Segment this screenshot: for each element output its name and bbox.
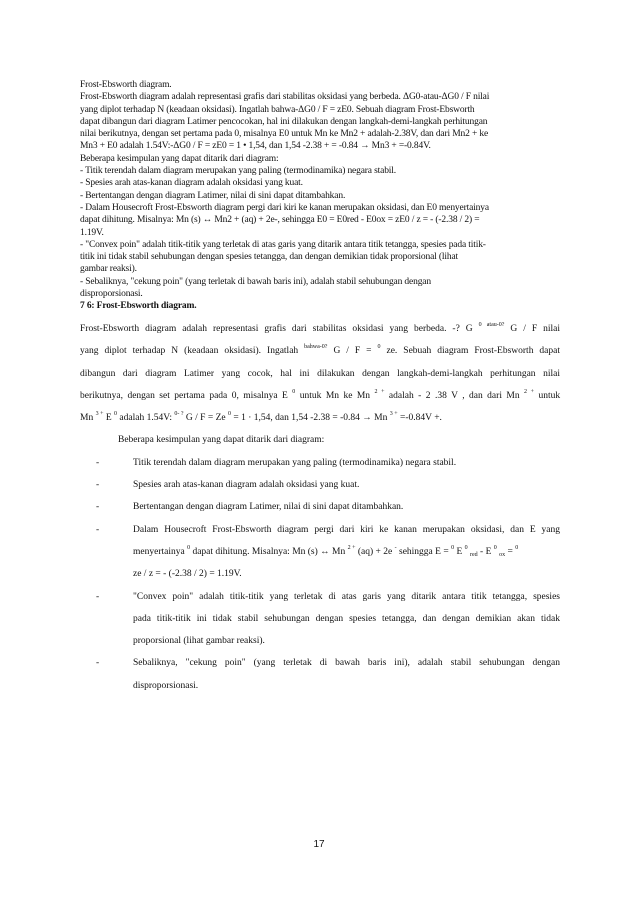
bullet-dash: - [96,502,100,513]
text-span: Frost-Ebsworth diagram adalah representasi grafis dari stabilitas oksidasi yang berbeda. -? G [80,324,473,334]
page-number: 17 [313,839,325,850]
text-line: - "Convex poin" adalah titik-titik yang terletak di atas garis yang ditarik antara titik tetangga, spesies pada titik- [80,239,486,250]
text-line: Mn3 + E0 adalah 1.54V:-ΔG0 / F = zE0 = 1 • 1,54, dan 1,54 -2.38 + = -0.84 → Mn3 + =-0.84V. [80,141,431,152]
formatted-section [80,318,560,697]
superscript: 2 + [374,388,385,395]
bullet-dash: - [96,480,100,491]
text-line: Beberapa kesimpulan yang dapat ditarik dari diagram: [80,153,279,164]
text-span: - E [480,546,492,557]
superscript: bahwa-0? [304,344,328,351]
list-item [80,519,560,541]
text-line: yang diplot terhadap N (keadaan oksidasi). Ingatlah bahwa-ΔG0 / F = zE0. Sebuah diagram Frost-Ebsworth [80,104,475,115]
text-span: dapat dihitung. Misalnya: Mn (s) ↔ Mn [192,546,346,557]
text-span: G / F nilai [510,324,561,334]
paragraph-line [80,407,560,429]
text-line: titik ini tidak stabil sehubungan dengan spesies tetangga, dan dengan demikian tidak proporsional (lihat [80,252,459,263]
list-item-text: Dalam Housecroft Frost-Ebsworth diagram pergi dari kiri ke kanan merupakan oksidasi, dan E yang [133,524,560,535]
text-span: G / F = [333,346,372,357]
text-span: Mn [80,413,94,424]
list-item [80,652,560,674]
list-item [80,496,560,518]
text-line: - Bertentangan dengan diagram Latimer, nilai di sini dapat ditambahkan. [80,190,346,201]
text-span: = [507,546,513,557]
superscript: 0 [114,411,118,418]
text-span: = 1 · 1,54, dan 1,54 -2.38 = -0.84 → Mn [233,413,388,424]
superscript: 0- ? [174,411,184,418]
paragraph-line: dibangun dari diagram Latimer yang cocok, hal ini dilakukan dengan langkah-demi-langkah perhitungan nilai [80,368,560,379]
text-line: dapat dibangun dari diagram Latimer pencocokan, hal ini dilakukan dengan langkah-demi-langkah perhitungan [80,116,488,127]
text-span: adalah - 2 .38 V , dan dari Mn [388,390,520,401]
list-item-text: "Convex poin" adalah titik-titik yang terletak di atas garis yang ditarik antara titik tetangga, spesies [133,591,560,602]
text-line: Frost-Ebsworth diagram. [80,80,172,90]
superscript: 0 [187,544,191,551]
text-span: G / F = Ze [185,413,226,424]
superscript: 0 [227,411,231,418]
paragraph-line [80,340,560,362]
text-span: berikutnya, dengan set pertama pada 0, misalnya E [80,390,288,401]
superscript: 3 + [95,411,104,418]
superscript: 0 [451,544,455,551]
text-span: untuk [538,390,561,401]
text-span: menyertainya [133,546,185,557]
ocr-text-block [80,79,560,313]
superscript: 0 atau-0? [478,322,505,328]
list-item [80,452,560,474]
superscript: 0 [515,544,519,551]
text-span: E [456,546,463,557]
section-heading: 7 6: Frost-Ebsworth diagram. [80,301,197,312]
bullet-dash: - [96,591,100,602]
list-item-text: Sebaliknya, "cekung poin" (yang terletak di bawah baris ini), adalah stabil sehubungan dengan [133,658,560,669]
text-line: nilai berikutnya, dengan set pertama pada 0, misalnya E0 untuk Mn ke Mn2 + adalah-2.38V, dan dari Mn2 + ke [80,129,489,140]
text-line: - Titik terendah dalam diagram merupakan yang paling (termodinamika) negara stabil. [80,166,396,177]
text-line: - Spesies arah atas-kanan diagram adalah oksidasi yang kuat. [80,178,303,189]
list-item-continuation: disproporsionasi. [133,680,199,691]
text-line: Frost-Ebsworth diagram adalah representasi grafis dari stabilitas oksidasi yang berbeda. ΔG0-atau-ΔG0 / F nilai [80,92,490,103]
text-span: (aq) + 2e [357,546,393,557]
text-span: sehingga E = [399,546,449,557]
text-span: untuk Mn ke Mn [299,390,371,401]
list-item-text: Bertentangan dengan diagram Latimer, nilai di sini dapat ditambahkan. [133,502,404,513]
conclusions-intro: Beberapa kesimpulan yang dapat ditarik dari diagram: [118,435,325,446]
bullet-dash: - [96,524,100,535]
bullet-dash: - [96,457,100,468]
superscript: 0 [493,544,497,551]
text-span: =-0.84V +. [399,413,442,424]
subscript: red [470,551,478,558]
list-item-continuation [80,541,560,563]
bullet-dash: - [96,658,100,669]
superscript: 0 [292,388,296,395]
text-line: 1.19V. [80,227,104,238]
list-item [80,586,560,608]
text-line: - Sebaliknya, "cekung poin" (yang terletak di bawah baris ini), adalah stabil sehubungan dengan [80,276,431,287]
text-line: dapat dihitung. Misalnya: Mn (s) ↔ Mn2 + (aq) + 2e-, sehingga E0 = E0red - E0ox = zE0 / z = - (-2.38 / 2) = [80,215,480,226]
text-span: adalah 1.54V: [119,413,172,424]
text-span: yang diplot terhadap N (keadaan oksidasi). Ingatlah [80,346,299,357]
list-item [80,474,560,496]
text-line: disproporsionasi. [80,289,143,300]
text-line: gambar reaksi). [80,264,137,275]
superscript: - [394,544,397,551]
superscript: 3 + [389,411,398,418]
paragraph-line [80,385,560,407]
subscript: ox [499,551,506,558]
list-item-continuation: pada titik-titik ini tidak stabil sehubungan dengan spesies tetangga, dan dengan demikian akan tidak [133,613,560,624]
text-span: ze. Sebuah diagram Frost-Ebsworth dapat [386,346,560,357]
superscript: 2 + [524,388,534,395]
superscript: 0 [377,344,381,351]
text-span: E [105,413,112,424]
paragraph-line [80,318,560,340]
superscript: 0 [464,544,468,551]
text-line: - Dalam Housecroft Frost-Ebsworth diagram pergi dari kiri ke kanan merupakan oksidasi, dan E0 menyertainya [80,202,489,213]
list-item-continuation: ze / z = - (-2.38 / 2) = 1.19V. [133,569,242,580]
superscript: 2 + [347,544,356,551]
list-item-text: Spesies arah atas-kanan diagram adalah oksidasi yang kuat. [133,480,360,491]
list-item-continuation: proporsional (lihat gambar reaksi). [133,636,265,647]
list-item-text: Titik terendah dalam diagram merupakan yang paling (termodinamika) negara stabil. [133,457,457,468]
